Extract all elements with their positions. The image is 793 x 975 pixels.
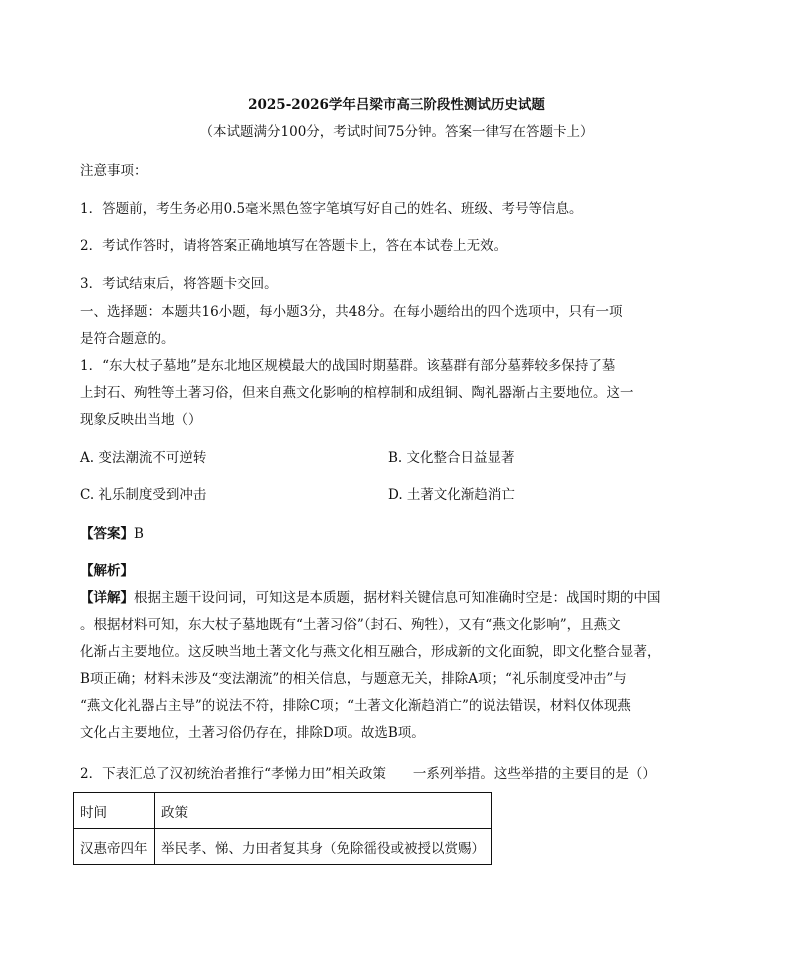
notice-heading: 注意事项：: [80, 163, 148, 179]
detail-text-1: 根据主题干设问词，可知这是本质题，据材料关键信息可知准确时空是：战国时期的中国: [134, 590, 661, 606]
table-row: [74, 829, 492, 865]
q1-option-c: C. 礼乐制度受到冲击: [80, 487, 207, 503]
answer-value: B: [134, 526, 144, 542]
q1-option-b: B. 文化整合日益显著: [388, 450, 515, 466]
q1-detail-line4: B项正确；材料未涉及“变法潮流”的相关信息，与题意无关，排除A项；“礼乐制度受冲击”与: [80, 671, 627, 687]
q1-detail-line6: 文化占主要地位，土著习俗仍存在，排除D项。故选B项。: [80, 725, 425, 741]
q1-stem-line1: 1．“东大杖子墓地”是东北地区规模最大的战国时期墓群。该墓群有部分墓葬较多保持了墓: [80, 358, 616, 374]
q1-detail-line3: 化渐占主要地位。这反映当地土著文化与燕文化相互融合，形成新的文化面貌，即文化整合显著，: [80, 644, 661, 660]
q1-answer: [80, 526, 144, 542]
exam-title: 2025-2026学年吕梁市高三阶段性测试历史试题: [248, 97, 545, 113]
q1-detail-line1: [80, 590, 661, 606]
q1-option-a: A. 变法潮流不可逆转: [80, 450, 207, 466]
exam-subtitle: （本试题满分100分，考试时间75分钟。答案一律写在答题卡上）: [199, 124, 594, 140]
q2-policy-table: [73, 792, 492, 865]
q1-detail-line2: 。根据材料可知，东大杖子墓地既有“土著习俗”（封石、殉牲），又有“燕文化影响”，且燕文: [80, 617, 621, 633]
q2-stem: 2．下表汇总了汉初统治者推行“孝悌力田”相关政策 一系列举措。这些举措的主要目的是（）: [80, 766, 656, 782]
table-header-cell: 时间: [74, 793, 155, 829]
notice-item-2: 2．考试作答时，请将答案正确地填写在答题卡上，答在本试卷上无效。: [80, 238, 508, 254]
answer-tag: 【答案】: [80, 526, 134, 542]
table-header-row: [74, 793, 492, 829]
table-cell: 汉惠帝四年: [74, 829, 155, 865]
notice-item-3: 3．考试结束后，将答题卡交回。: [80, 276, 278, 292]
q1-detail-line5: “燕文化礼器占主导”的说法不符，排除C项；“土著文化渐趋消亡”的说法错误，材料仅体现燕: [80, 698, 631, 714]
table-header-cell: 政策: [155, 793, 492, 829]
table-cell: 举民孝、悌、力田者复其身（免除徭役或被授以赏赐）: [155, 829, 492, 865]
q1-stem-line2: 上封石、殉牲等土著习俗，但来自燕文化影响的棺椁制和成组铜、陶礼器渐占主要地位。这一: [80, 385, 634, 401]
q1-analysis-tag: 【解析】: [80, 563, 134, 579]
notice-item-1: 1．答题前，考生务必用0.5毫米黑色签字笔填写好自己的姓名、班级、考号等信息。: [80, 201, 583, 217]
section-heading-line2: 是符合题意的。: [80, 331, 175, 347]
q1-option-d: D. 土著文化渐趋消亡: [388, 487, 515, 503]
detail-tag: 【详解】: [80, 590, 134, 606]
q1-stem-line3: 现象反映出当地（）: [80, 412, 202, 428]
section-heading-line1: 一、选择题：本题共16小题，每小题3分，共48分。在每小题给出的四个选项中，只有一项: [80, 304, 623, 320]
